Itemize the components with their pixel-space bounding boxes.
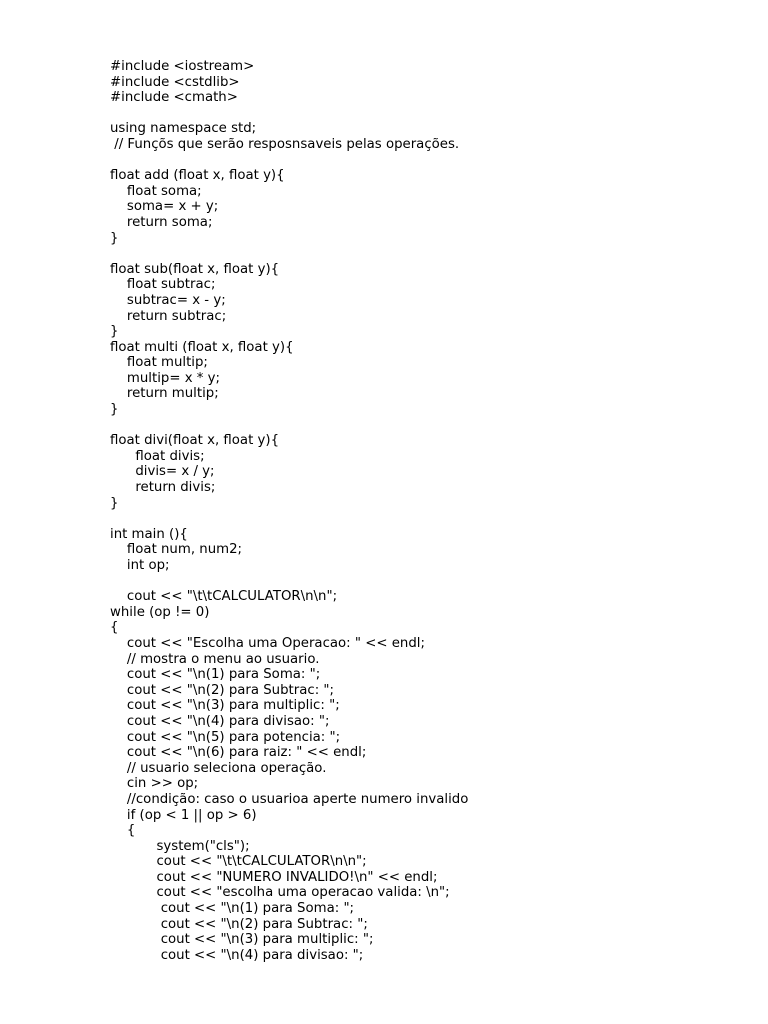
code-line: float multip; <box>110 355 208 371</box>
code-line: { <box>110 823 136 839</box>
code-line: return soma; <box>110 214 213 230</box>
code-line: int op; <box>110 558 170 573</box>
code-line: float sub(float x, float y){ <box>110 261 280 277</box>
code-line: cout << "\n(1) para Soma: "; <box>110 901 355 917</box>
code-line: while (op != 0) <box>110 604 210 620</box>
code-line: cout << "\n(6) para raiz: " << endl; <box>110 745 367 761</box>
code-line: cout << "escolha uma operacao valida: \n"; <box>110 885 450 901</box>
code-line: #include <cmath> <box>110 90 238 106</box>
code-line: cout << "\n(2) para Subtrac: "; <box>110 682 334 698</box>
code-line: // usuario seleciona operação. <box>110 760 327 776</box>
code-line: cout << "\t\tCALCULATOR\n\n"; <box>110 854 367 870</box>
source-code-block <box>110 59 750 963</box>
code-line: //condição: caso o usuarioa aperte numero invalido <box>110 791 469 807</box>
code-line: system("cls"); <box>110 838 250 854</box>
code-line: float divis; <box>110 448 205 464</box>
code-line: } <box>110 230 119 246</box>
code-line: { <box>110 620 119 636</box>
blank-line <box>110 418 750 434</box>
code-line: float add (float x, float y){ <box>110 168 285 184</box>
code-line: #include <cstdlib> <box>110 74 240 90</box>
code-line: float multi (float x, float y){ <box>110 339 294 355</box>
blank-line <box>110 246 750 262</box>
code-line: return multip; <box>110 386 219 402</box>
code-line: return subtrac; <box>110 308 227 324</box>
code-line: soma= x + y; <box>110 199 219 215</box>
code-line: cout << "\n(3) para multiplic: "; <box>110 932 374 948</box>
code-line: float divi(float x, float y){ <box>110 433 280 449</box>
code-line: cout << "\n(4) para divisao: "; <box>110 713 330 729</box>
code-line: cout << "Escolha uma Operacao: " << endl; <box>110 635 425 651</box>
code-line: cout << "\n(2) para Subtrac: "; <box>110 916 368 932</box>
code-line: float num, num2; <box>110 542 243 558</box>
blank-line <box>110 511 750 527</box>
code-line: cout << "\n(3) para multiplic: "; <box>110 698 340 714</box>
code-line: float soma; <box>110 183 202 199</box>
code-line: using namespace std; <box>110 121 257 137</box>
code-line: cout << "NUMERO INVALIDO!\n" << endl; <box>110 869 438 885</box>
code-line: // Funçõs que serão resposnsaveis pelas operações. <box>110 136 460 152</box>
code-line: multip= x * y; <box>110 370 221 386</box>
code-line: } <box>110 324 119 340</box>
code-line: cout << "\n(5) para potencia: "; <box>110 729 341 745</box>
code-line: // mostra o menu ao usuario. <box>110 651 320 667</box>
blank-line <box>110 574 750 590</box>
code-line: } <box>110 495 119 511</box>
blank-line <box>110 153 750 169</box>
code-line: cout << "\t\tCALCULATOR\n\n"; <box>110 589 338 605</box>
code-line: int main (){ <box>110 526 188 542</box>
blank-line <box>110 106 750 122</box>
code-line: #include <iostream> <box>110 59 255 74</box>
code-line: cout << "\n(1) para Soma: "; <box>110 667 321 683</box>
code-line: cout << "\n(4) para divisao: "; <box>110 947 364 963</box>
code-line: float subtrac; <box>110 277 216 293</box>
code-line: cin >> op; <box>110 776 199 792</box>
code-line: if (op < 1 || op > 6) <box>110 807 257 823</box>
code-line: } <box>110 402 119 418</box>
code-line: subtrac= x - y; <box>110 292 226 308</box>
code-line: divis= x / y; <box>110 464 215 480</box>
code-line: return divis; <box>110 480 216 496</box>
